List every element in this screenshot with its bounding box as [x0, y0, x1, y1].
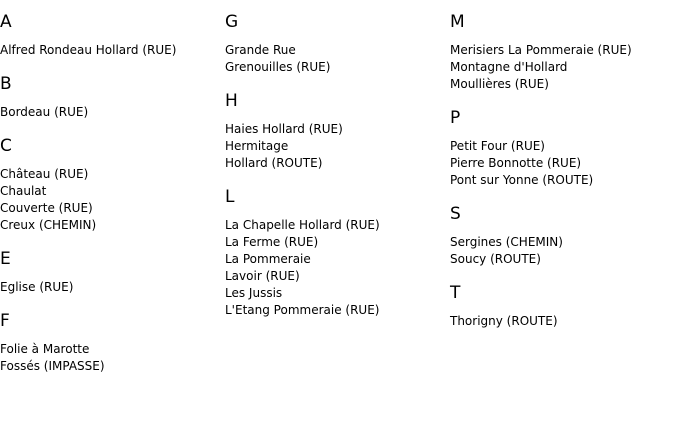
street-name: Montagne d'Hollard — [450, 60, 568, 74]
street-name: Lavoir (RUE) — [225, 269, 300, 283]
letter-group-a — [0, 12, 225, 59]
street-list — [450, 234, 675, 268]
letter-group-m — [450, 12, 675, 93]
letter-group-g — [225, 12, 450, 76]
street-name: Creux (CHEMIN) — [0, 218, 97, 232]
street-list — [0, 42, 225, 59]
letter-heading: E — [0, 249, 11, 269]
street-list — [450, 42, 675, 93]
street-index-column-2 — [225, 0, 450, 319]
street-name: Merisiers La Pommeraie (RUE) — [450, 43, 632, 57]
street-name: Chaulat — [0, 184, 47, 198]
street-list — [450, 138, 675, 189]
letter-group-f — [0, 311, 225, 375]
letter-group-p — [450, 108, 675, 189]
street-list — [0, 279, 225, 296]
street-name: Hollard (ROUTE) — [225, 156, 323, 170]
letter-group-e — [0, 249, 225, 296]
street-index-column-3 — [450, 0, 675, 330]
letter-group-h — [225, 91, 450, 172]
street-list — [0, 341, 225, 375]
street-name: Château (RUE) — [0, 167, 89, 181]
street-name: Couverte (RUE) — [0, 201, 93, 215]
letter-heading: T — [450, 283, 461, 303]
street-name: Soucy (ROUTE) — [450, 252, 541, 266]
street-name: Fossés (IMPASSE) — [0, 359, 105, 373]
letter-heading: A — [0, 12, 12, 32]
letter-heading: B — [0, 74, 12, 94]
street-list — [0, 166, 225, 234]
street-name: Hermitage — [225, 139, 289, 153]
letter-heading: F — [0, 311, 10, 331]
street-list — [225, 217, 450, 319]
street-name: Folie à Marotte — [0, 342, 90, 356]
street-name: Grande Rue — [225, 43, 296, 57]
street-name: L'Etang Pommeraie (RUE) — [225, 303, 380, 317]
street-name: Grenouilles (RUE) — [225, 60, 331, 74]
street-list — [225, 42, 450, 76]
street-name: Alfred Rondeau Hollard (RUE) — [0, 43, 177, 57]
street-list — [450, 313, 675, 330]
street-name: La Ferme (RUE) — [225, 235, 319, 249]
street-name: Pierre Bonnotte (RUE) — [450, 156, 582, 170]
letter-heading: H — [225, 91, 238, 111]
street-name: Thorigny (ROUTE) — [450, 314, 558, 328]
letter-heading: P — [450, 108, 461, 128]
street-name: Moullières (RUE) — [450, 77, 549, 91]
street-name: La Chapelle Hollard (RUE) — [225, 218, 380, 232]
street-name: Pont sur Yonne (ROUTE) — [450, 173, 594, 187]
letter-group-l — [225, 187, 450, 319]
street-name: Les Jussis — [225, 286, 283, 300]
letter-group-c — [0, 136, 225, 234]
street-name: Petit Four (RUE) — [450, 139, 545, 153]
letter-heading: G — [225, 12, 239, 32]
street-index-column-1 — [0, 0, 225, 375]
letter-heading: C — [0, 136, 12, 156]
letter-heading: S — [450, 204, 461, 224]
street-name: Bordeau (RUE) — [0, 105, 89, 119]
letter-heading: M — [450, 12, 465, 32]
street-name: Eglise (RUE) — [0, 280, 74, 294]
street-name: La Pommeraie — [225, 252, 311, 266]
street-name: Sergines (CHEMIN) — [450, 235, 563, 249]
letter-group-b — [0, 74, 225, 121]
letter-group-s — [450, 204, 675, 268]
street-name: Haies Hollard (RUE) — [225, 122, 343, 136]
letter-heading: L — [225, 187, 235, 207]
street-list — [0, 104, 225, 121]
street-list — [225, 121, 450, 172]
letter-group-t — [450, 283, 675, 330]
